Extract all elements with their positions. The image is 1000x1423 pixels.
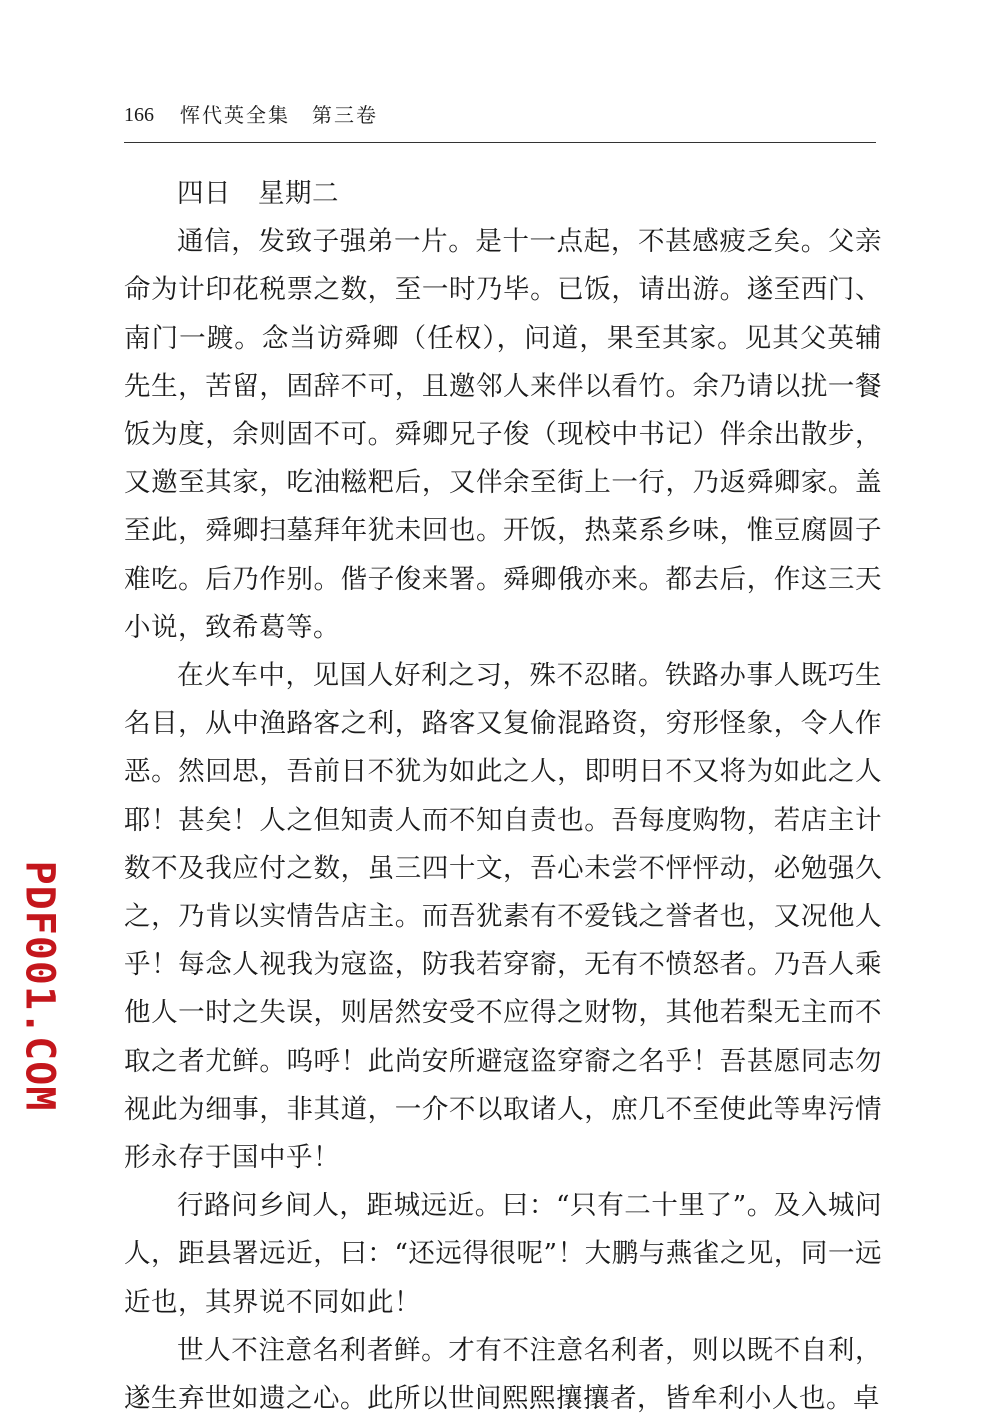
paragraph-4: 世人不注意名利者鲜。才有不注意名利者，则以既不自利，遂生弃世如遗之心。此所以世间熙熙攘攘者，皆牟利小人也。卓 [124,1334,882,1415]
page-header [124,100,876,136]
date-heading: 四日 星期二 [177,178,339,209]
paragraph-2: 在火车中，见国人好利之习，殊不忍睹。铁路办事人既巧生名目，从中渔路客之利，路客又复偷混路资，穷形怪象，令人作恶。然回思，吾前日不犹为如此之人，即明日不又将为如此之人耶！甚矣！人之但知责人而不知自责也。吾每度购物，若店主计数不及我应付之数，虽三四十文，吾心未尝不怦怦动，必勉强久之，乃肯以实情告店主。而吾犹素有不爱钱之誉者也，又况他人乎！每念人视我为寇盗，防我若穿窬，无有不愤怒者。乃吾人乘他人一时之失误，则居然安受不应得之财物，其他若梨无主而不取之者尤鲜。呜呼！此尚安所避寇盗穿窬之名乎！吾甚愿同志勿视此为细事，非其道，一介不以取诸人，庶几不至使此等卑污情形永存于国中乎！ [124,660,882,1174]
watermark-text: PDF001.COM [16,860,63,1112]
body-text [124,170,882,1423]
paragraph-3: 行路问乡间人，距城远近。曰：“只有二十里了”。及入城问人，距县署远近，曰：“还远得很呢”！大鹏与燕雀之见，同一远近也，其界说不同如此！ [124,1190,882,1318]
paragraph-1: 通信，发致子强弟一片。是十一点起，不甚感疲乏矣。父亲命为计印花税票之数，至一时乃毕。已饭，请出游。遂至西门、南门一踱。念当访舜卿（任权），问道，果至其家。见其父英辅先生，苦留，固辞不可，且邀邻人来伴以看竹。余乃请以扰一餐饭为度，余则固不可。舜卿兄子俊（现校中书记）伴余出散步，又邀至其家，吃油糍粑后，又伴余至街上一行，乃返舜卿家。盖至此，舜卿扫墓拜年犹未回也。开饭，热菜系乡味，惟豆腐圆子难吃。后乃作别。偕子俊来署。舜卿俄亦来。都去后，作这三天小说，致希葛等。 [124,226,882,643]
page-number: 166 [124,104,154,126]
header-divider [124,142,876,143]
watermark [14,860,64,1112]
running-title: 恽代英全集 第三卷 [180,103,378,127]
